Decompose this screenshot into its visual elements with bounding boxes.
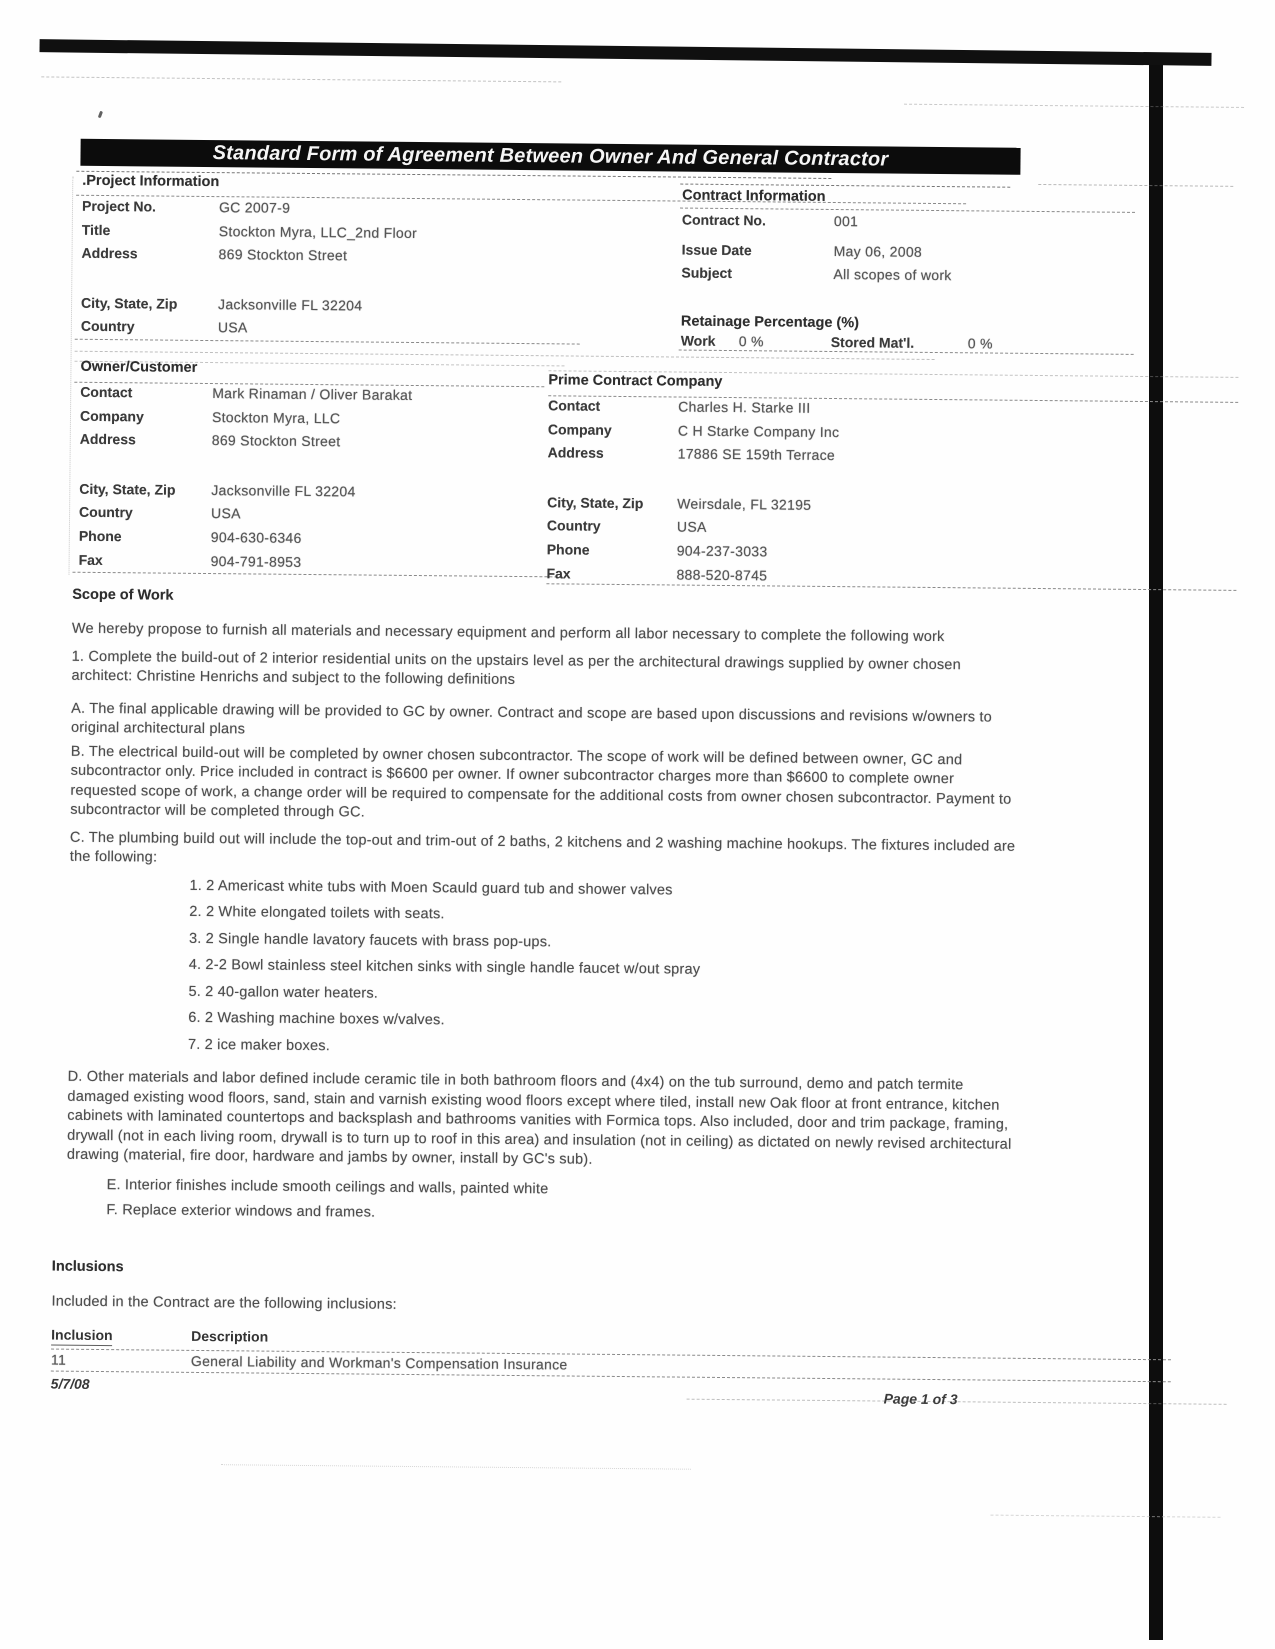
field-label: Contract No. — [681, 211, 766, 229]
field-label: Company — [547, 420, 612, 438]
field-value: 869 Stockton Street — [218, 246, 348, 264]
scan-artifact-line — [904, 104, 1244, 108]
field-label: Contact — [548, 397, 601, 414]
field-value: GC 2007-9 — [218, 199, 291, 216]
field-value: 17886 SE 159th Terrace — [677, 445, 836, 464]
field-label: Address — [79, 430, 136, 448]
inclusion-description: General Liability and Workman's Compensation Insurance — [190, 1352, 568, 1373]
scan-artifact-line — [221, 1464, 691, 1470]
field-value: Stockton Myra, LLC_2nd Floor — [218, 222, 418, 241]
work-value: 0 % — [738, 332, 764, 350]
scope-of-work-section — [66, 587, 1022, 1230]
stored-matl-label: Stored Mat'l. — [830, 333, 915, 351]
field-value: Weirsdale, FL 32195 — [677, 495, 812, 513]
field-value: May 06, 2008 — [833, 242, 923, 260]
stored-matl-value: 0 % — [967, 335, 993, 352]
document-title: Standard Form of Agreement Between Owner And General Contractor — [80, 139, 1020, 175]
scope-paragraph-f: F. Replace exterior windows and frames. — [106, 1202, 376, 1221]
field-row — [546, 562, 1016, 590]
field-row — [681, 262, 1151, 290]
fixture-item: 3. 2 Single handle lavatory faucets with brass pop-ups. — [188, 930, 552, 950]
field-value: Stockton Myra, LLC — [211, 408, 341, 426]
scan-artifact-line — [990, 1515, 1220, 1518]
page-number: Page 1 of 3 — [883, 1390, 958, 1408]
scan-left-border — [68, 177, 73, 575]
scope-paragraph-e: E. Interior finishes include smooth ceilings and walls, painted white — [106, 1176, 549, 1197]
field-label: Address — [81, 244, 138, 262]
scope-of-work-heading: Scope of Work — [72, 586, 174, 604]
field-label: Country — [80, 318, 135, 335]
field-label: City, State, Zip — [547, 494, 644, 511]
inclusion-number: 11 — [50, 1351, 67, 1368]
scope-paragraph-a: A. The final applicable drawing will be provided to GC by owner. Contract and scope are based upon discussions and revisions w/owners to original architectural plans — [70, 700, 993, 738]
field-label: Subject — [681, 264, 733, 282]
field-row — [548, 441, 1018, 469]
field-value: Charles H. Starke III — [678, 398, 811, 416]
field-value: Mark Rinaman / Oliver Barakat — [212, 385, 413, 403]
fixture-item: 6. 2 Washing machine boxes w/valves. — [188, 1009, 445, 1029]
work-label: Work — [680, 332, 716, 349]
field-label: Contact — [80, 383, 133, 401]
retainage-row — [681, 329, 1151, 357]
field-row — [81, 242, 551, 270]
field-label: City, State, Zip — [81, 294, 178, 312]
scope-intro: We hereby propose to furnish all materials and necessary equipment and perform all labor necessary to complete the following work — [71, 620, 945, 646]
inclusions-intro: Included in the Contract are the following inclusions: — [51, 1293, 397, 1313]
scan-artifact-line — [41, 76, 561, 82]
column-header-description: Description — [191, 1327, 269, 1345]
field-label: Address — [547, 444, 604, 462]
fixtures-list — [68, 875, 1020, 1063]
field-label: Fax — [546, 564, 571, 582]
retainage-heading: Retainage Percentage (%) — [680, 313, 860, 332]
field-label: Country — [546, 517, 601, 535]
field-label: Phone — [546, 541, 590, 558]
fixture-item: 5. 2 40-gallon water heaters. — [188, 983, 379, 1002]
field-label: Country — [79, 504, 133, 521]
contract-information-heading: Contract Information — [682, 187, 826, 205]
field-value: 904-791-8953 — [210, 552, 302, 570]
field-value: USA — [217, 319, 248, 336]
field-value: Jacksonville FL 32204 — [211, 481, 356, 500]
project-information-section — [81, 173, 553, 343]
contract-information-section — [681, 188, 1153, 358]
inclusions-heading: Inclusions — [51, 1258, 124, 1276]
field-value: 904-237-3033 — [676, 542, 768, 560]
field-value: 001 — [833, 213, 859, 230]
fixture-item: 4. 2-2 Bowl stainless steel kitchen sinks with single handle faucet w/out spray — [188, 956, 701, 978]
scan-speck — [98, 111, 103, 119]
footer-date: 5/7/08 — [50, 1375, 90, 1392]
form-border-line — [1038, 184, 1233, 187]
field-value: All scopes of work — [833, 266, 952, 284]
inclusions-section — [51, 1259, 1172, 1402]
field-value: USA — [211, 505, 241, 522]
field-value: C H Starke Company Inc — [677, 422, 840, 440]
column-header-inclusion — [51, 1326, 191, 1346]
project-information-heading: .Project Information — [82, 172, 220, 191]
scan-top-bar — [39, 39, 1211, 66]
field-value: Jacksonville FL 32204 — [218, 295, 363, 314]
owner-customer-section — [79, 359, 551, 577]
field-label: City, State, Zip — [79, 480, 176, 498]
field-value: 904-630-6346 — [210, 529, 302, 546]
scope-paragraph-b: B. The electrical build-out will be completed by owner chosen subcontractor. The scope of work will be defined between owner, GC and subcontractor only. Price included in contract is $6600 per owner. If owner subcontractor charges more than $6600 to complete owner requested scope of work, a change order will be required to compensate for the additional costs from owner chosen subcontractor. Payment to subcontractor will be completed through GC. — [70, 743, 1012, 821]
field-value: 869 Stockton Street — [211, 432, 341, 450]
fixture-item: 7. 2 ice maker boxes. — [187, 1036, 331, 1054]
field-row — [80, 428, 550, 456]
field-label: Company — [79, 407, 144, 424]
field-label: Issue Date — [681, 241, 752, 258]
scope-item-1: 1. Complete the build-out of 2 interior residential units on the upstairs level as per the architectural drawings supplied by owner chosen architect: Christine Henrichs and subject to the following definitions — [71, 648, 961, 688]
scope-paragraph-c: C. The plumbing build out will include the top-out and trim-out of 2 baths, 2 kitchens and 2 washing machine hookups. The fixtures included are the following: — [69, 829, 1016, 866]
field-label: Phone — [78, 527, 122, 545]
field-value: 888-520-8745 — [676, 566, 768, 583]
field-label: Fax — [78, 551, 103, 568]
field-label: Title — [81, 221, 111, 238]
field-label: Project No. — [81, 197, 157, 215]
field-row — [81, 315, 551, 343]
prime-contract-company-heading: Prime Contract Company — [548, 372, 723, 390]
owner-customer-heading: Owner/Customer — [80, 358, 198, 376]
fixture-item: 1. 2 Americast white tubs with Moen Scauld guard tub and shower valves — [189, 877, 673, 898]
field-row — [79, 548, 549, 576]
column-header-inclusion-text: Inclusion — [51, 1326, 113, 1346]
fixture-item: 2. 2 White elongated toilets with seats. — [189, 903, 445, 923]
field-value: USA — [676, 518, 707, 536]
field-row — [682, 209, 1152, 237]
prime-contract-company-section — [546, 372, 1018, 590]
scope-paragraph-d: D. Other materials and labor defined include ceramic tile in both bathroom floors and (4x4) on the tub surround, demo and patch termite damaged existing wood floors, sand, stain and varnish existing wood floors except where tiled, install new Oak floor at front entrance, kitchen cabinets with laminated countertops and backsplash and bathrooms vanities with Formica tops. Also included, door and trim package, framing, drywall (not in each living room, drywall is to turn up to roof in this area) and insulation (not in ceiling) as dictated on newly revised architectural drawing (material, fire door, hardware and jambs by owner, install by GC's sub). — [66, 1068, 1012, 1168]
